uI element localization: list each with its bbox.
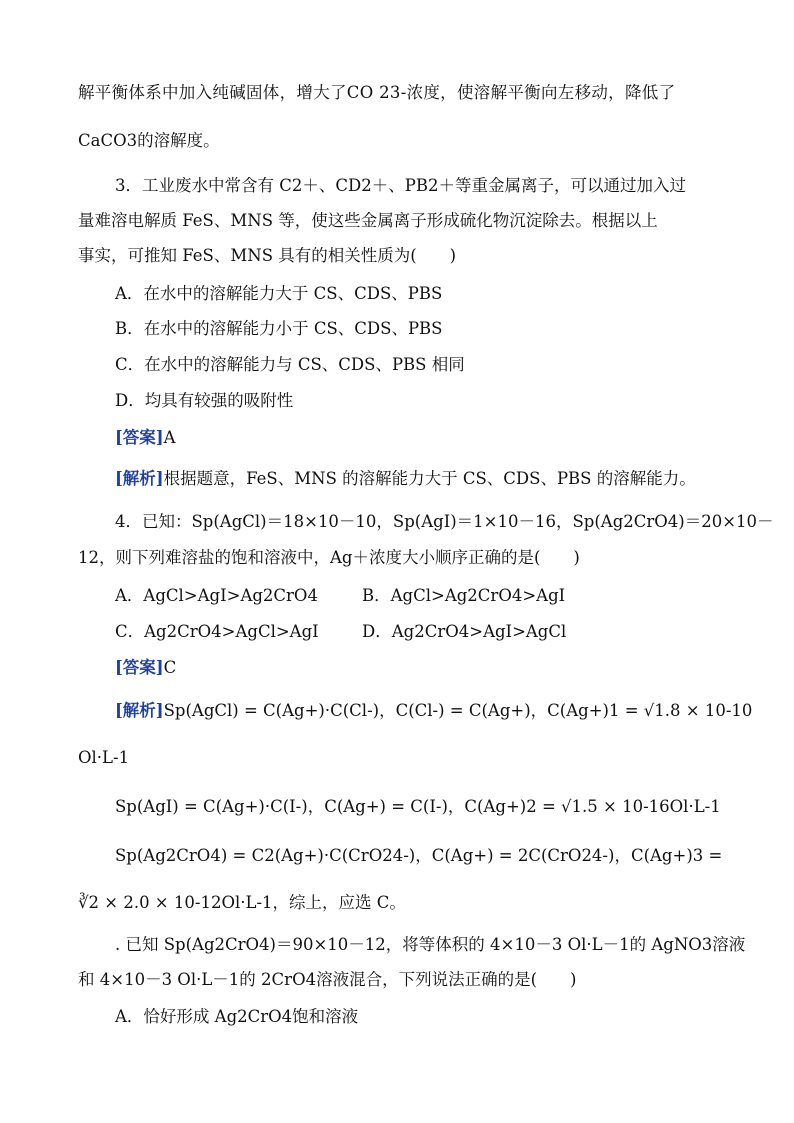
- analysis-4-line-2: Ol·L-1: [78, 748, 130, 767]
- answer-4-value: C: [163, 658, 177, 677]
- question-5-line-2: 和 4×10－3 Ol·L－1的 2CrO4溶液混合，下列说法正确的是( ): [78, 970, 577, 989]
- option-3c: C．在水中的溶解能力与 CS、CDS、PBS 相同: [115, 355, 465, 374]
- option-4b: B．AgCl>Ag2CrO4>AgI: [362, 586, 566, 605]
- option-3b: B．在水中的溶解能力小于 CS、CDS、PBS: [115, 319, 443, 338]
- answer-3: [115, 427, 176, 449]
- analysis-4-line-5: ∛2 × 2.0 × 10-12Ol·L-1，综上，应选 C。: [78, 893, 406, 912]
- question-4-line-1: 4．已知：Sp(AgCl)＝18×10－10，Sp(AgI)＝1×10－16，Sp(Ag2CrO4)＝20×10－: [115, 512, 774, 531]
- question-3-line-3: 事实，可推知 FeS、MNS 具有的相关性质为( ): [78, 246, 457, 265]
- text-line-2: CaCO3的溶解度。: [78, 131, 220, 150]
- option-4d: D．Ag2CrO4>AgI>AgCl: [362, 622, 567, 641]
- question-4-line-2: 12，则下列难溶盐的饱和溶液中，Ag＋浓度大小顺序正确的是( ): [78, 548, 580, 567]
- analysis-4: [115, 700, 752, 722]
- answer-4: [115, 657, 176, 679]
- text-line-1: 解平衡体系中加入纯碱固体，增大了CO 23-浓度，使溶解平衡向左移动，降低了: [78, 83, 676, 102]
- question-5-line-1: . 已知 Sp(Ag2CrO4)＝90×10－12，将等体积的 4×10－3 Ol·L－1的 AgNO3溶液: [115, 935, 746, 954]
- option-5a: A．恰好形成 Ag2CrO4饱和溶液: [115, 1007, 359, 1026]
- answer-3-value: A: [163, 428, 176, 447]
- analysis-4-line-3: Sp(AgI) = C(Ag+)·C(I-)，C(Ag+) = C(I-)，C(Ag+)2 = √1.5 × 10-16Ol·L-1: [115, 797, 721, 816]
- analysis-label: [解析]: [115, 469, 164, 488]
- option-3a: A．在水中的溶解能力大于 CS、CDS、PBS: [115, 284, 443, 303]
- option-3d: D．均具有较强的吸附性: [115, 391, 294, 410]
- analysis-3: [115, 468, 696, 490]
- question-3-line-1: 3．工业废水中常含有 C2＋、CD2＋、PB2＋等重金属离子，可以通过加入过: [115, 176, 686, 195]
- answer-label: [答案]: [115, 658, 164, 677]
- analysis-3-text: 根据题意，FeS、MNS 的溶解能力大于 CS、CDS、PBS 的溶解能力。: [163, 469, 696, 488]
- answer-label: [答案]: [115, 428, 164, 447]
- option-4c: C．Ag2CrO4>AgCl>AgI: [115, 622, 319, 641]
- analysis-4-line-1: Sp(AgCl) = C(Ag+)·C(Cl-)，C(Cl-) = C(Ag+)，C(Ag+)1 = √1.8 × 10-10: [163, 701, 753, 720]
- option-4a: A．AgCl>AgI>Ag2CrO4: [115, 586, 318, 605]
- analysis-label: [解析]: [115, 701, 164, 720]
- question-3-line-2: 量难溶电解质 FeS、MNS 等，使这些金属离子形成硫化物沉淀除去。根据以上: [78, 211, 658, 230]
- analysis-4-line-4: Sp(Ag2CrO4) = C2(Ag+)·C(CrO24-)，C(Ag+) = 2C(CrO24-)，C(Ag+)3 =: [115, 846, 723, 865]
